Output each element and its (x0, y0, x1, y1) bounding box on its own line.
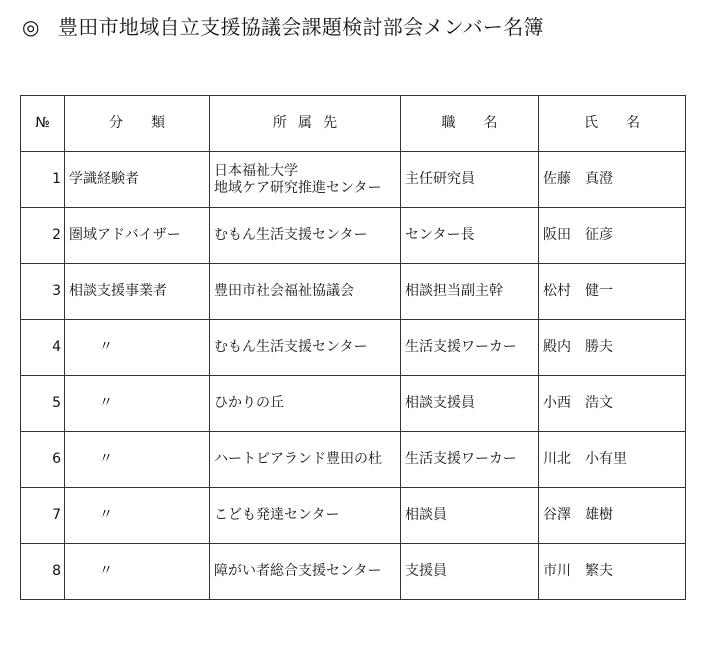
cell-position: 相談支援員 (401, 376, 539, 432)
cell-position: センター長 (401, 208, 539, 264)
page-title (22, 14, 544, 40)
member-table (20, 95, 686, 600)
cell-no: 2 (21, 208, 65, 264)
cell-name: 小西 浩文 (539, 376, 686, 432)
table-row (21, 264, 686, 320)
cell-affiliation (210, 264, 401, 320)
cell-position: 生活支援ワーカー (401, 432, 539, 488)
cell-category: 学識経験者 (65, 152, 210, 208)
affiliation-line: むもん生活支援センター (214, 227, 368, 243)
table-row (21, 320, 686, 376)
cell-name: 佐藤 真澄 (539, 152, 686, 208)
cell-name: 松村 健一 (539, 264, 686, 320)
cell-no: 3 (21, 264, 65, 320)
cell-affiliation (210, 376, 401, 432)
cell-name: 川北 小有里 (539, 432, 686, 488)
cell-position: 支援員 (401, 544, 539, 600)
affiliation-line: 日本福祉大学 (214, 162, 298, 179)
affiliation-line: ハートピアランド豊田の杜 (214, 451, 382, 467)
cell-name: 谷澤 雄樹 (539, 488, 686, 544)
table-row (21, 488, 686, 544)
double-circle-icon: ◎ (22, 15, 40, 39)
cell-category: 〃 (65, 376, 210, 432)
cell-name: 阪田 征彦 (539, 208, 686, 264)
table-row (21, 152, 686, 208)
cell-position: 相談担当副主幹 (401, 264, 539, 320)
affiliation-line: ひかりの丘 (214, 395, 284, 411)
cell-position: 生活支援ワーカー (401, 320, 539, 376)
header-category: 分類 (65, 96, 210, 152)
affiliation-line: 豊田市社会福祉協議会 (214, 283, 354, 299)
affiliation-line: 地域ケア研究推進センター (214, 179, 382, 196)
table-header-row (21, 96, 686, 152)
table-row (21, 544, 686, 600)
cell-name: 殿内 勝夫 (539, 320, 686, 376)
cell-no: 8 (21, 544, 65, 600)
cell-category: 〃 (65, 544, 210, 600)
cell-affiliation (210, 432, 401, 488)
affiliation-line: 障がい者総合支援センター (214, 563, 382, 579)
cell-affiliation (210, 320, 401, 376)
header-no: № (21, 96, 65, 152)
cell-affiliation (210, 544, 401, 600)
header-name: 氏名 (539, 96, 686, 152)
cell-no: 1 (21, 152, 65, 208)
member-table-body (21, 152, 686, 600)
cell-category: 相談支援事業者 (65, 264, 210, 320)
table-row (21, 208, 686, 264)
header-position: 職名 (401, 96, 539, 152)
cell-category: 〃 (65, 320, 210, 376)
table-row (21, 432, 686, 488)
affiliation-line: こども発達センター (214, 507, 340, 523)
page-title-text: 豊田市地域自立支援協議会課題検討部会メンバー名簿 (58, 15, 544, 39)
table-row (21, 376, 686, 432)
header-affiliation: 所属先 (210, 96, 401, 152)
cell-category: 〃 (65, 432, 210, 488)
cell-affiliation (210, 208, 401, 264)
cell-position: 相談員 (401, 488, 539, 544)
cell-position: 主任研究員 (401, 152, 539, 208)
cell-affiliation (210, 488, 401, 544)
cell-no: 4 (21, 320, 65, 376)
cell-affiliation (210, 152, 401, 208)
cell-no: 7 (21, 488, 65, 544)
cell-name: 市川 繁夫 (539, 544, 686, 600)
cell-category: 〃 (65, 488, 210, 544)
cell-category: 圏域アドバイザー (65, 208, 210, 264)
cell-no: 5 (21, 376, 65, 432)
affiliation-line: むもん生活支援センター (214, 339, 368, 355)
cell-no: 6 (21, 432, 65, 488)
